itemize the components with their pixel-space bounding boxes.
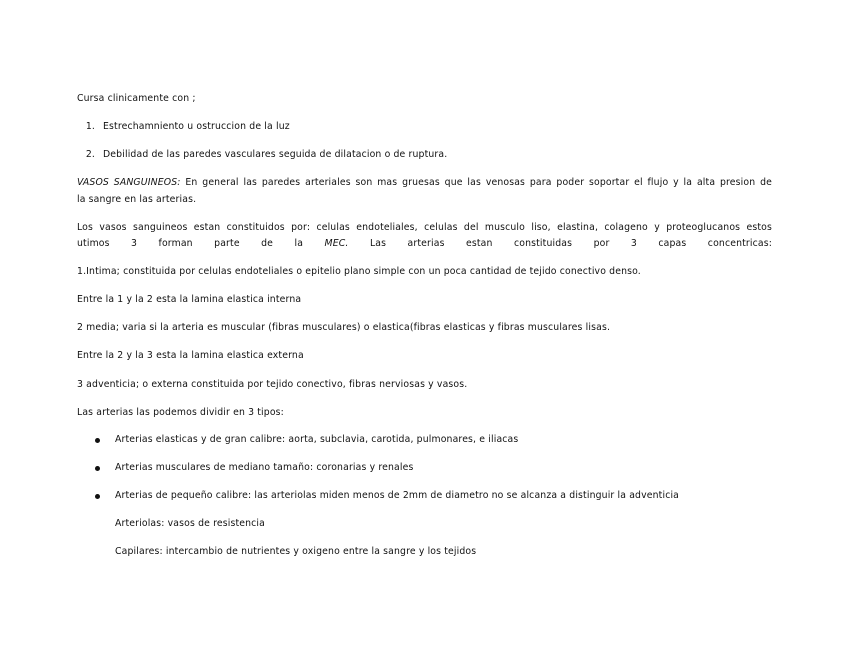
entre-1-2: Entre la 1 y la 2 esta la lamina elastica interna	[77, 294, 302, 305]
constituidos-line2	[77, 238, 772, 249]
bullet-icon	[95, 466, 100, 471]
entre-2-3: Entre la 2 y la 3 esta la lamina elastica externa	[77, 350, 304, 361]
capa-media: 2 media; varia si la arteria es muscular (fibras musculares) o elastica(fibras elasticas y fibras musculares lisas.	[77, 322, 611, 333]
vasos-line2: la sangre en las arterias.	[77, 194, 197, 205]
list-text: Debilidad de las paredes vasculares seguida de dilatacion o de ruptura.	[103, 149, 448, 160]
mec-abbrev: MEC.	[324, 238, 349, 249]
list-number: 2.	[85, 149, 95, 160]
constituidos-line2a: utimos 3 forman parte de la	[77, 238, 304, 249]
tipo-item-2: Arterias musculares de mediano tamaño: coronarias y renales	[115, 462, 414, 473]
list-number: 1.	[85, 121, 95, 132]
numbered-item-2	[77, 149, 447, 160]
vasos-paragraph-line1	[77, 177, 772, 188]
vasos-line1: En general las paredes arteriales son mas gruesas que las venosas para poder soportar el flujo y la alta presion de	[185, 177, 772, 188]
constituidos-line1: Los vasos sanguineos estan constituidos por: celulas endoteliales, celulas del musculo liso, elastina, colageno y proteoglucanos estos	[77, 222, 772, 233]
intro-text: Cursa clinicamente con ;	[77, 93, 196, 104]
tipo-item-1: Arterias elasticas y de gran calibre: aorta, subclavia, carotida, pulmonares, e iliacas	[115, 434, 519, 445]
tipo-item-3: Arterias de pequeño calibre: las arteriolas miden menos de 2mm de diametro no se alcanza a distinguir la adventicia	[115, 490, 680, 501]
numbered-item-1	[77, 121, 290, 132]
capa-adventicia: 3 adventicia; o externa constituida por tejido conectivo, fibras nerviosas y vasos.	[77, 379, 468, 390]
tipos-intro: Las arterias las podemos dividir en 3 tipos:	[77, 407, 284, 418]
bullet-icon	[95, 438, 100, 443]
list-text: Estrechamniento u ostruccion de la luz	[103, 121, 290, 132]
capilares-text: Capilares: intercambio de nutrientes y oxigeno entre la sangre y los tejidos	[115, 546, 477, 557]
arteriolas-text: Arteriolas: vasos de resistencia	[115, 518, 266, 529]
bullet-icon	[95, 494, 100, 499]
constituidos-line2b: Las arterias estan constituidas por 3 capas concentricas:	[369, 238, 773, 249]
vasos-heading: VASOS SANGUINEOS:	[77, 177, 181, 188]
capa-intima: 1.Intima; constituida por celulas endoteliales o epitelio plano simple con un poca cantidad de tejido conectivo denso.	[77, 266, 641, 277]
